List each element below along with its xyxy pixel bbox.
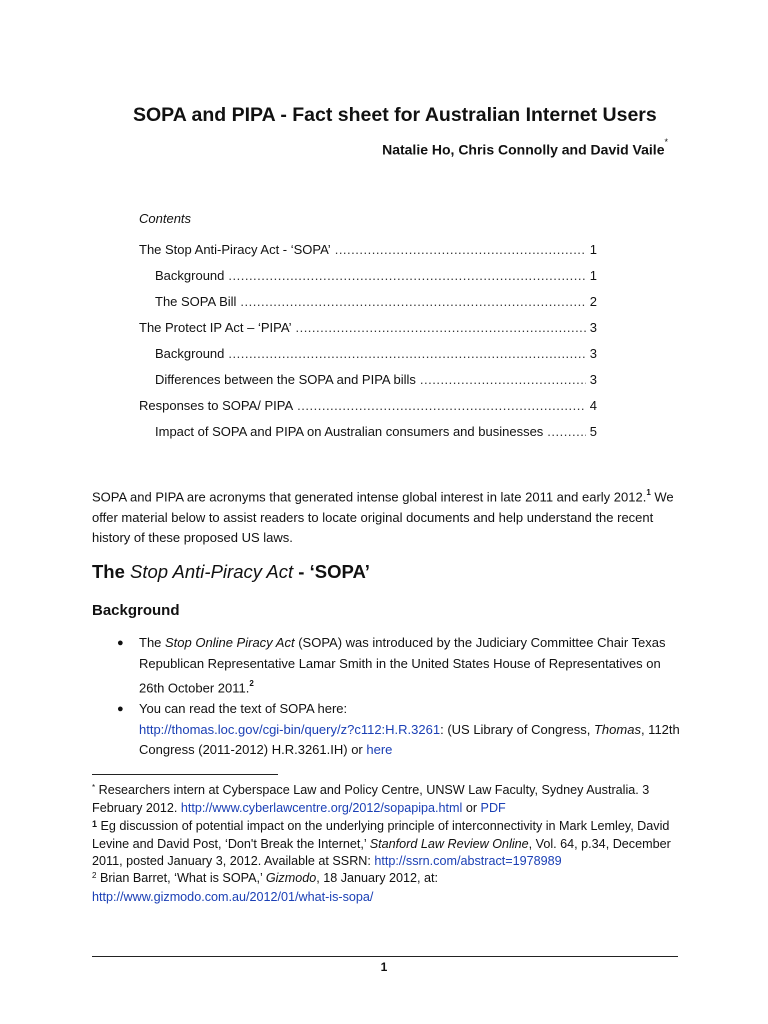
footnote-divider [92,774,278,775]
footnote-item: * Researchers intern at Cyberspace Law and Policy Centre, UNSW Law Faculty, Sydney Australia. 3 February 2012. http://www.cyberlawcentre.org/2012/sopapipa.html or PDF [92,783,650,816]
here-link[interactable]: here [366,742,393,758]
toc-entry[interactable]: The Protect IP Act – ‘PIPA’ ..... 3 [139,320,597,346]
footnote-item: $^2$ Brian Barret, ‘What is SOPA,’ Gizmodo, 18 January 2012, at: http://www.gizmodo.com.au/2012/01/what-is-sopa/ [92,871,439,904]
bullet-list [117,633,682,761]
toc-entry[interactable]: Background ..... 3 [139,346,597,372]
toc-entry[interactable]: Differences between the SOPA and PIPA bills ..... 3 [139,372,597,398]
toc-entry[interactable]: Responses to SOPA/ PIPA ..... 4 [139,398,597,424]
list-item: ● You can read the text of SOPA here: http://thomas.loc.gov/cgi-bin/query/z?c112:H.R.3261: (US Library of Congress, Thomas, 112th Congress (2011-2012) H.R.3261.IH) or here [117,699,682,761]
thomas-link[interactable]: http://thomas.loc.gov/cgi-bin/query/z?c112:H.R.3261 [139,721,441,737]
toc-entry[interactable]: The SOPA Bill ..... 2 [139,294,597,320]
page-number: 1 [380,960,388,974]
footnote-ref[interactable]: 1 [646,488,651,497]
page-footer-divider [92,956,678,957]
ssrn-link[interactable]: http://ssrn.com/abstract=1978989 [374,854,562,869]
pdf-link[interactable]: PDF [480,801,506,816]
table-of-contents [139,242,597,450]
subsection-heading: Background [92,602,180,619]
toc-entry[interactable]: The Stop Anti-Piracy Act - ‘SOPA’ ..... 1 [139,242,597,268]
authors-footnote-mark[interactable]: * [664,137,668,147]
contents-label: Contents [139,211,192,226]
footnote-ref[interactable]: 2 [249,678,254,688]
document-authors [300,137,668,158]
bullet-icon: ● [117,637,124,649]
intro-paragraph: SOPA and PIPA are acronyms that generated intense global interest in late 2011 and early 2012.$^1$ We offer material below to assist readers to locate original documents and help understand the recent history of these proposed US laws. [92,488,674,546]
toc-entry[interactable]: Background ..... 1 [139,268,597,294]
bullet-icon: ● [117,702,124,715]
list-item: ● The Stop Online Piracy Act (SOPA) was introduced by the Judiciary Committee Chair Texas Republican Representative Lamar Smith in the United States House of Representatives on 26th October 2011.$^2$ [117,633,682,699]
authors-names: Natalie Ho, Chris Connolly and David Vaile [382,141,665,158]
footnote-item: $^1$ Eg discussion of potential impact on the underlying principle of interconnectivity in Mark Lemley, David Levine and David Post, ‘Don't Break the Internet,’ Stanford Law Review Online, Vol. 64, p.34, December 2011, posted January 3, 2012. Available at SSRN: http://ssrn.com/abstract=1978989 [92,818,671,869]
footnotes [92,782,682,906]
document-title: SOPA and PIPA - Fact sheet for Australian Internet Users [133,104,657,126]
gizmodo-link[interactable]: http://www.gizmodo.com.au/2012/01/what-is-sopa/ [92,889,374,904]
toc-entry[interactable]: Impact of SOPA and PIPA on Australian consumers and businesses ..... 5 [139,424,597,450]
section-heading: The Stop Anti-Piracy Act - ‘SOPA’ [92,561,370,582]
cyberlawcentre-link[interactable]: http://www.cyberlawcentre.org/2012/sopapipa.html [180,801,463,816]
